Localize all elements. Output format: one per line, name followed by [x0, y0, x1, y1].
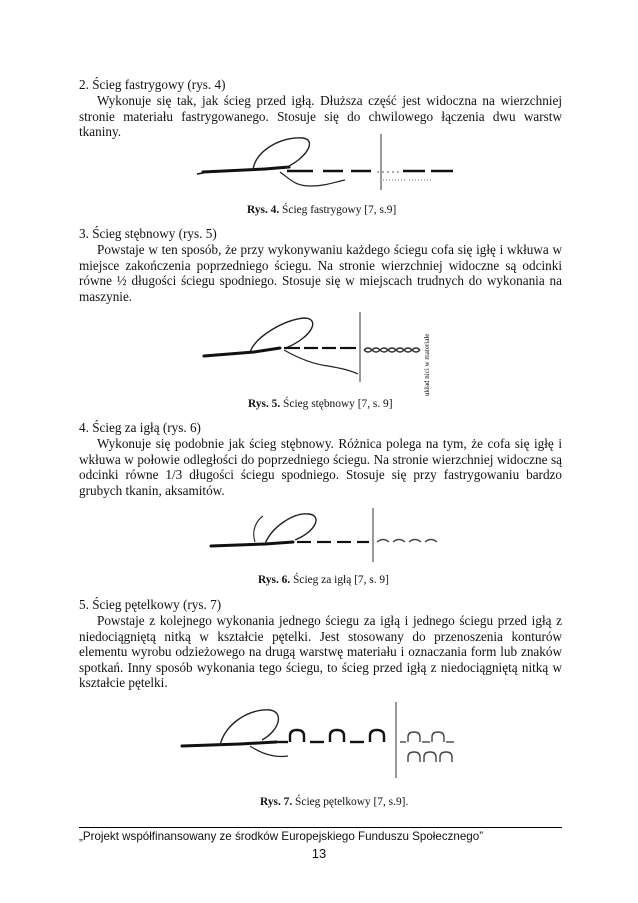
caption-text: Ścieg stębnowy [7, s. 9]	[280, 398, 393, 410]
figure-side-label-text: układ nici w materiale	[423, 333, 431, 396]
section-paragraph-petelkowy: Powstaje z kolejnego wykonania jednego ściegu za igłą i jednego ściegu przed igłą z niedociągniętą nitką w kształcie pętelki. Jest stosowany do przenoszenia konturów elementu wyrobu odzieżowego na drugą warstwę materiału i oznaczania form lub znaków spotkań. Inny sposób wykonania tego ściegu, to ścieg przed igłą z niedociągniętą nitką w kształcie pętelki.	[79, 613, 562, 691]
footer-divider	[79, 827, 562, 828]
page-number: 13	[311, 846, 327, 861]
caption-text: Ścieg pętelkowy [7, s.9].	[292, 796, 409, 808]
section-heading-za-igla: 4. Ścieg za igłą (rys. 6)	[79, 420, 201, 435]
caption-label: Rys. 7.	[260, 796, 293, 808]
section-heading-stebnowy: 3. Ścieg stębnowy (rys. 5)	[79, 226, 217, 241]
figure-caption-5	[248, 397, 393, 411]
section-heading-fastrygowy: 2. Ścieg fastrygowy (rys. 4)	[79, 77, 226, 92]
caption-label: Rys. 5.	[248, 398, 281, 410]
figure-basting-stitch	[195, 128, 455, 192]
figure-caption-6	[258, 573, 389, 587]
section-paragraph-za-igla: Wykonuje się podobnie jak ścieg stębnowy. Różnica polega na tym, że cofa się igłę i wkłuwa w połowie odległości do poprzedniego ściegu. Na stronie wierzchniej widoczne są odcinki równe 1/3 długości ściegu spodniego. Stosuje się przy fastrygowaniu bardzo grubych tkanin, aksamitów.	[79, 436, 562, 498]
figure-backstitch	[200, 310, 450, 390]
section-paragraph-stebnowy: Powstaje w ten sposób, że przy wykonywaniu każdego ściegu cofa się igłę i wkłuwa w miejsce zakończenia poprzedniego ściegu. Na stronie wierzchniej widoczne są odcinki równe ½ długości ściegu spodniego. Stosuje się w miejscach trudnych do wykonania na maszynie.	[79, 242, 562, 304]
figure-side-label	[423, 318, 493, 398]
figure-half-backstitch	[205, 506, 455, 566]
figure-caption-7	[260, 795, 408, 809]
caption-text: Ścieg za igłą [7, s. 9]	[290, 574, 389, 586]
figure-caption-4	[247, 203, 396, 217]
footer-text: „Projekt współfinansowany ze środków Europejskiego Funduszu Społecznego”	[79, 830, 484, 843]
section-paragraph-fastrygowy: Wykonuje się tak, jak ścieg przed igłą. Dłuższa część jest widoczna na wierzchniej stronie materiału fastrygowanego. Stosuje się do chwilowego łączenia dwu warstw tkaniny.	[79, 93, 562, 140]
caption-text: Ścieg fastrygowy [7, s.9]	[279, 204, 397, 216]
figure-tailor-tack	[180, 700, 470, 780]
caption-label: Rys. 4.	[247, 204, 280, 216]
caption-label: Rys. 6.	[258, 574, 291, 586]
section-heading-petelkowy: 5. Ścieg pętelkowy (rys. 7)	[79, 597, 222, 612]
